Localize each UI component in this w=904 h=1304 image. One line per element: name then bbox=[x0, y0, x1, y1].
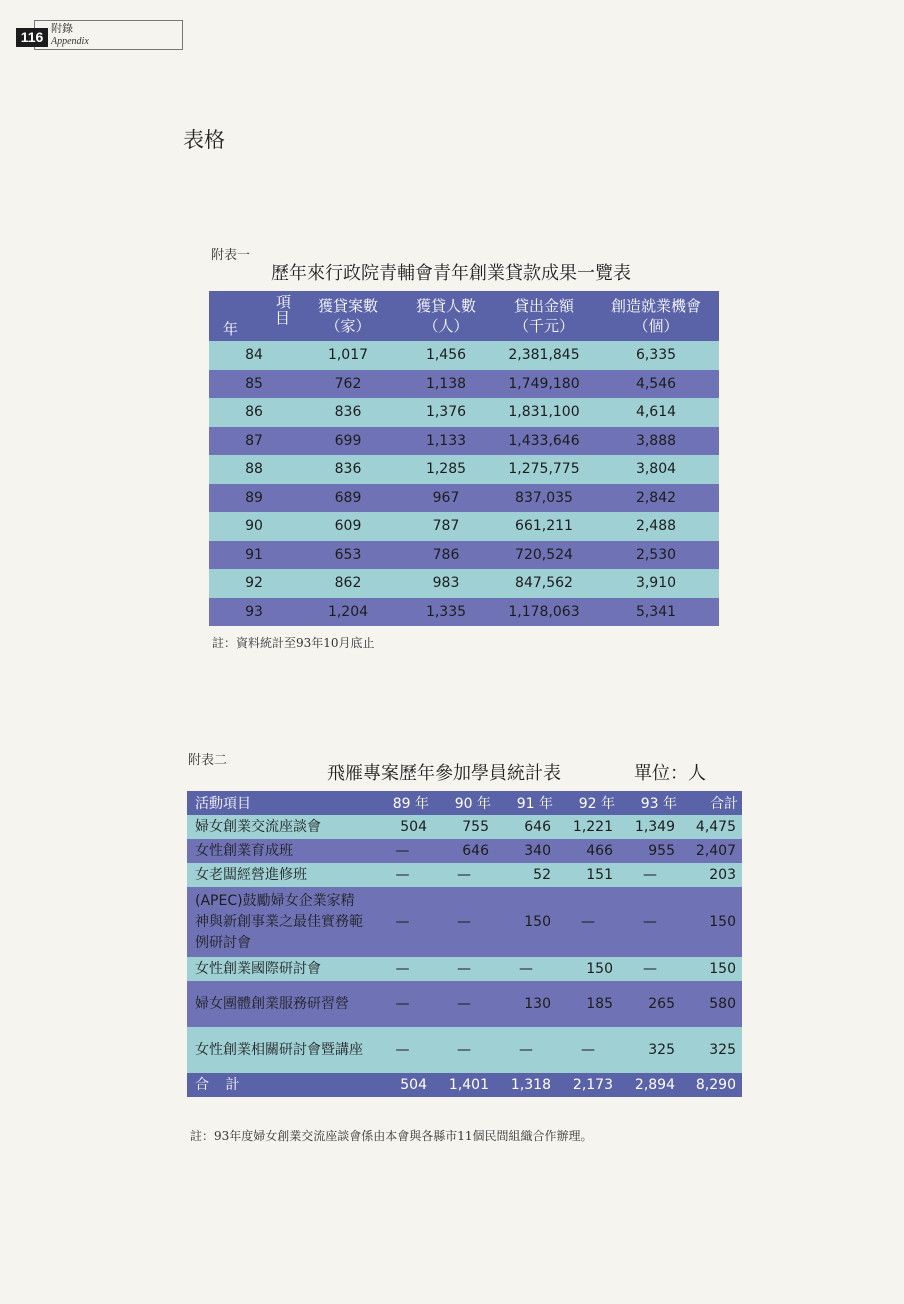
table-cell: 3,910 bbox=[593, 569, 719, 598]
table-cell: 762 bbox=[299, 370, 397, 399]
table-cell: 862 bbox=[299, 569, 397, 598]
col-header-line: 創造就業機會 bbox=[610, 297, 701, 315]
table-cell: — bbox=[619, 887, 681, 957]
table-cell: 265 bbox=[619, 981, 681, 1027]
table-cell: 1,749,180 bbox=[495, 370, 593, 399]
page-number: 116 bbox=[16, 28, 48, 47]
table-cell: — bbox=[557, 887, 619, 957]
table-cell: 955 bbox=[619, 839, 681, 863]
table-cell: 1,285 bbox=[397, 455, 495, 484]
table-row bbox=[209, 484, 719, 513]
col-header-91: 91 年 bbox=[495, 791, 557, 815]
loan-results-table bbox=[209, 291, 719, 626]
table-cell: — bbox=[372, 887, 433, 957]
table-cell: 1,433,646 bbox=[495, 427, 593, 456]
corner-label-year: 年 bbox=[223, 320, 239, 338]
year-cell: 92 bbox=[209, 569, 299, 598]
table2-title: 飛雁專案歷年參加學員統計表 bbox=[327, 763, 561, 784]
activity-label: 女老闆經營進修班 bbox=[187, 863, 372, 887]
table-row bbox=[187, 839, 742, 863]
col-header-people bbox=[397, 291, 495, 341]
col-header-cases bbox=[299, 291, 397, 341]
table2-unit: 單位：人 bbox=[634, 763, 706, 784]
table-cell: 2,488 bbox=[593, 512, 719, 541]
table-row bbox=[187, 815, 742, 839]
table-cell: 609 bbox=[299, 512, 397, 541]
table-cell: 837,035 bbox=[495, 484, 593, 513]
table-row bbox=[187, 1027, 742, 1073]
year-cell: 87 bbox=[209, 427, 299, 456]
table-row bbox=[209, 455, 719, 484]
table2-total-row bbox=[187, 1073, 742, 1097]
table-cell: 325 bbox=[619, 1027, 681, 1073]
year-cell: 90 bbox=[209, 512, 299, 541]
year-cell: 93 bbox=[209, 598, 299, 627]
table-cell: 1,376 bbox=[397, 398, 495, 427]
table-cell: 720,524 bbox=[495, 541, 593, 570]
table-cell: 2,842 bbox=[593, 484, 719, 513]
table-row bbox=[209, 370, 719, 399]
table-cell: 3,804 bbox=[593, 455, 719, 484]
table2-tag: 附表二 bbox=[188, 753, 228, 768]
col-header-total: 合計 bbox=[681, 791, 742, 815]
table-cell: 836 bbox=[299, 455, 397, 484]
col-header-line: 獲貸案數 bbox=[317, 297, 378, 315]
table-cell: 1,138 bbox=[397, 370, 495, 399]
col-header-jobs bbox=[593, 291, 719, 341]
table-cell: 130 bbox=[495, 981, 557, 1027]
table-cell: 1,204 bbox=[299, 598, 397, 627]
table-row bbox=[209, 541, 719, 570]
table1-title: 歷年來行政院青輔會青年創業貸款成果一覽表 bbox=[271, 263, 631, 284]
table-row bbox=[209, 398, 719, 427]
table-cell: 1,133 bbox=[397, 427, 495, 456]
table-cell: — bbox=[372, 957, 433, 981]
activity-label: 婦女創業交流座談會 bbox=[187, 815, 372, 839]
activity-label: 女性創業育成班 bbox=[187, 839, 372, 863]
table-cell: 4,614 bbox=[593, 398, 719, 427]
table-cell: — bbox=[433, 863, 495, 887]
table-cell: 4,546 bbox=[593, 370, 719, 399]
table-cell: 1,831,100 bbox=[495, 398, 593, 427]
year-cell: 85 bbox=[209, 370, 299, 399]
table-row bbox=[209, 569, 719, 598]
table-cell: 689 bbox=[299, 484, 397, 513]
table-cell: 1,456 bbox=[397, 341, 495, 370]
total-cell: 504 bbox=[372, 1073, 433, 1097]
activity-label: 女性創業相關研討會暨講座 bbox=[187, 1027, 372, 1073]
col-header-amount bbox=[495, 291, 593, 341]
table-cell: 504 bbox=[372, 815, 433, 839]
total-cell: 1,318 bbox=[495, 1073, 557, 1097]
total-cell: 2,173 bbox=[557, 1073, 619, 1097]
total-cell: 1,401 bbox=[433, 1073, 495, 1097]
header-section-zh: 附錄 bbox=[51, 22, 73, 35]
table-cell: 150 bbox=[681, 887, 742, 957]
table-cell: 755 bbox=[433, 815, 495, 839]
table-cell: — bbox=[619, 957, 681, 981]
table-cell: 786 bbox=[397, 541, 495, 570]
table-cell: — bbox=[619, 863, 681, 887]
table-cell: 1,275,775 bbox=[495, 455, 593, 484]
table1-corner-header bbox=[209, 291, 299, 341]
table-cell: 2,407 bbox=[681, 839, 742, 863]
table-row bbox=[209, 512, 719, 541]
table2-header-row bbox=[187, 791, 742, 815]
corner-label-item-right: 目 bbox=[274, 309, 290, 327]
table-cell: — bbox=[557, 1027, 619, 1073]
section-title: 表格 bbox=[183, 128, 225, 152]
table1-tag: 附表一 bbox=[211, 248, 251, 263]
table-cell: 836 bbox=[299, 398, 397, 427]
table-cell: — bbox=[372, 839, 433, 863]
col-header-unit: （人） bbox=[423, 317, 469, 335]
table-cell: — bbox=[433, 887, 495, 957]
table-row bbox=[187, 887, 742, 957]
table-cell: 580 bbox=[681, 981, 742, 1027]
table-cell: 646 bbox=[433, 839, 495, 863]
table-cell: 185 bbox=[557, 981, 619, 1027]
table-cell: 2,530 bbox=[593, 541, 719, 570]
total-cell: 8,290 bbox=[681, 1073, 742, 1097]
table-cell: 150 bbox=[557, 957, 619, 981]
table-cell: — bbox=[495, 1027, 557, 1073]
participants-table bbox=[187, 791, 742, 1097]
col-header-89: 89 年 bbox=[372, 791, 433, 815]
table2-note: 註：93年度婦女創業交流座談會係由本會與各縣市11個民間組織合作辦理。 bbox=[190, 1129, 593, 1143]
year-cell: 88 bbox=[209, 455, 299, 484]
year-cell: 86 bbox=[209, 398, 299, 427]
col-header-activity: 活動項目 bbox=[187, 791, 372, 815]
table-cell: 646 bbox=[495, 815, 557, 839]
table-cell: 3,888 bbox=[593, 427, 719, 456]
table-cell: — bbox=[433, 957, 495, 981]
col-header-line: 貸出金額 bbox=[513, 297, 574, 315]
table-cell: 466 bbox=[557, 839, 619, 863]
year-cell: 84 bbox=[209, 341, 299, 370]
col-header-unit: （個） bbox=[633, 317, 679, 335]
table-cell: — bbox=[372, 863, 433, 887]
table-cell: 2,381,845 bbox=[495, 341, 593, 370]
table-cell: 967 bbox=[397, 484, 495, 513]
year-cell: 91 bbox=[209, 541, 299, 570]
activity-label: 婦女團體創業服務研習營 bbox=[187, 981, 372, 1027]
table-cell: 150 bbox=[681, 957, 742, 981]
table-row bbox=[209, 427, 719, 456]
table-cell: 983 bbox=[397, 569, 495, 598]
table-cell: 1,335 bbox=[397, 598, 495, 627]
activity-label: 女性創業國際研討會 bbox=[187, 957, 372, 981]
table-cell: 5,341 bbox=[593, 598, 719, 627]
table1-note: 註：資料統計至93年10月底止 bbox=[212, 636, 375, 650]
table-cell: 6,335 bbox=[593, 341, 719, 370]
header-section-en: Appendix bbox=[51, 36, 89, 47]
col-header-line: 獲貸人數 bbox=[415, 297, 476, 315]
table-cell: 1,349 bbox=[619, 815, 681, 839]
table-cell: 1,178,063 bbox=[495, 598, 593, 627]
table-cell: 340 bbox=[495, 839, 557, 863]
table-cell: 661,211 bbox=[495, 512, 593, 541]
col-header-unit: （家） bbox=[325, 317, 371, 335]
col-header-92: 92 年 bbox=[557, 791, 619, 815]
table-cell: — bbox=[495, 957, 557, 981]
table-cell: — bbox=[372, 981, 433, 1027]
table-cell: 150 bbox=[495, 887, 557, 957]
table-cell: 1,017 bbox=[299, 341, 397, 370]
table-row bbox=[187, 981, 742, 1027]
table-cell: 787 bbox=[397, 512, 495, 541]
table-cell: 325 bbox=[681, 1027, 742, 1073]
table-cell: 203 bbox=[681, 863, 742, 887]
table-cell: 1,221 bbox=[557, 815, 619, 839]
col-header-93: 93 年 bbox=[619, 791, 681, 815]
total-label: 合 計 bbox=[187, 1073, 372, 1097]
col-header-90: 90 年 bbox=[433, 791, 495, 815]
table-cell: — bbox=[372, 1027, 433, 1073]
table-row bbox=[187, 863, 742, 887]
table-cell: 699 bbox=[299, 427, 397, 456]
table-cell: 653 bbox=[299, 541, 397, 570]
table1-header-row bbox=[209, 291, 719, 341]
col-header-unit: （千元） bbox=[513, 317, 574, 335]
corner-label-item-top: 項 bbox=[275, 293, 291, 311]
table-cell: 52 bbox=[495, 863, 557, 887]
table-cell: 151 bbox=[557, 863, 619, 887]
table-cell: 847,562 bbox=[495, 569, 593, 598]
total-cell: 2,894 bbox=[619, 1073, 681, 1097]
year-cell: 89 bbox=[209, 484, 299, 513]
table-row bbox=[209, 598, 719, 627]
table-cell: — bbox=[433, 981, 495, 1027]
table-cell: — bbox=[433, 1027, 495, 1073]
table-cell: 4,475 bbox=[681, 815, 742, 839]
activity-label: (APEC)鼓勵婦女企業家精神與新創事業之最佳實務範例研討會 bbox=[187, 887, 372, 957]
table-row bbox=[187, 957, 742, 981]
table-row bbox=[209, 341, 719, 370]
